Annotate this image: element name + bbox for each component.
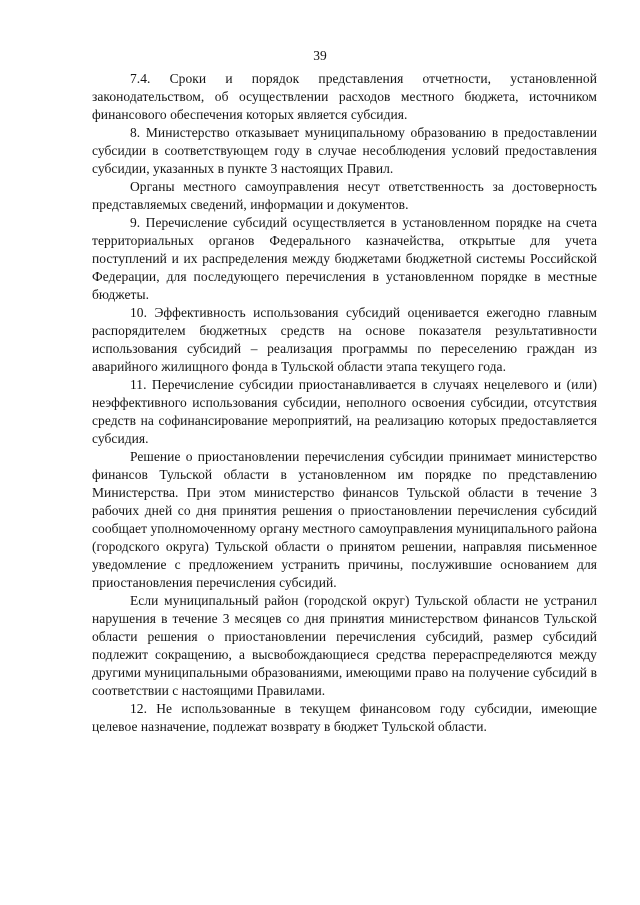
page-number: 39 (313, 48, 327, 63)
paragraph-10: 10. Эффективность использования субсидий оценивается ежегодно главным распорядителем бюджетных средств на основе показателя результативности использования субсидий – реализация программы по переселению граждан из аварийного жилищного фонда в Тульской области этапа текущего года. (92, 305, 597, 374)
paragraph-9: 9. Перечисление субсидий осуществляется в установленном порядке на счета территориальных органов Федерального казначейства, открытые для учета поступлений и их распределения между бюджетами бюджетной системы Российской Федерации, для последующего перечисления в установленном порядке в местные бюджеты. (92, 215, 597, 302)
paragraph-reduction: Если муниципальный район (городской округ) Тульской области не устранил нарушения в течение 3 месяцев со дня принятия министерством финансов Тульской области решения о приостановлении перечисления субсидий, размер субсидий подлежит сокращению, а высвобождающиеся средства перераспределяются между другими муниципальными образованиями, имеющими право на получение субсидий в соответствии с настоящими Правилами. (92, 593, 597, 698)
paragraph-11: 11. Перечисление субсидии приостанавливается в случаях нецелевого и (или) неэффективного использования субсидии, неполного освоения субсидии, отсутствия средств на софинансирование мероприятий, на реализацию которых предоставляется субсидия. (92, 377, 597, 446)
document-body (92, 70, 597, 736)
paragraph-12: 12. Не использованные в текущем финансовом году субсидии, имеющие целевое назначение, подлежат возврату в бюджет Тульской области. (92, 701, 597, 734)
paragraph-8: 8. Министерство отказывает муниципальному образованию в предоставлении субсидии в соответствующем году в случае несоблюдения условий предоставления субсидии, указанных в пункте 3 настоящих Правил. (92, 125, 597, 176)
paragraph-7-4: 7.4. Сроки и порядок представления отчетности, установленной законодательством, об осуществлении расходов местного бюджета, источником финансового обеспечения которых является субсидия. (92, 71, 597, 122)
paragraph-suspension-decision: Решение о приостановлении перечисления субсидии принимает министерство финансов Тульской области в установленном им порядке по представлению Министерства. При этом министерство финансов Тульской области в течение 3 рабочих дней со дня принятия решения о приостановлении перечисления субсидий сообщает уполномоченному органу местного самоуправления муниципального района (городского округа) Тульской области о принятом решении, направляя письменное уведомление с предложением устранить причины, послужившие основанием для приостановления перечисления субсидий. (92, 449, 597, 590)
paragraph-responsibility: Органы местного самоуправления несут ответственность за достоверность представляемых сведений, информации и документов. (92, 179, 597, 212)
